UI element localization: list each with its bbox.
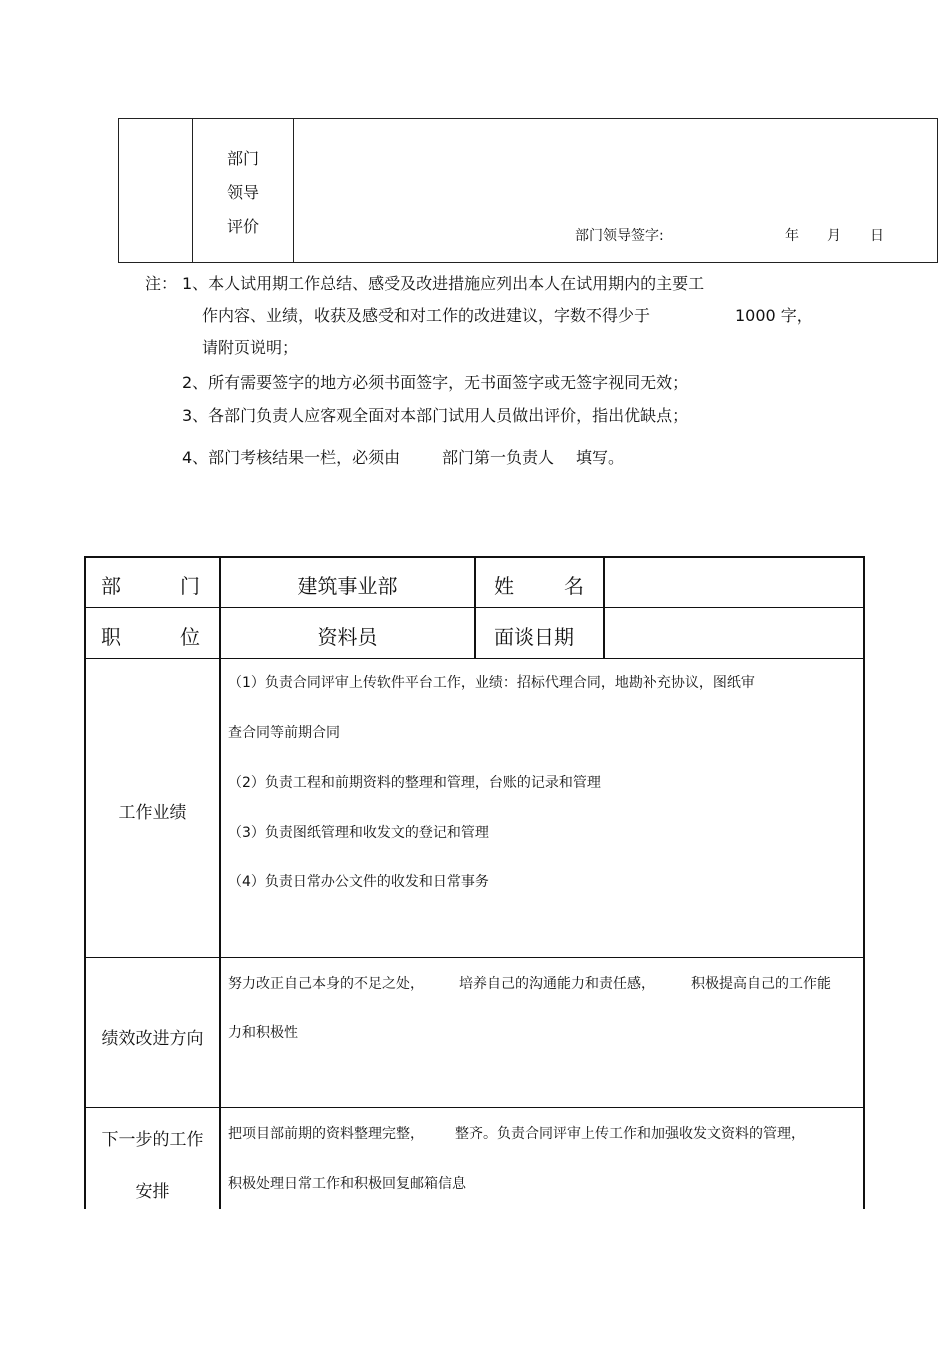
note-item: 请附页说明； (202, 338, 299, 357)
note-item: 4、部门考核结果一栏，必须由 (182, 448, 401, 467)
improvement-label: 绩效改进方向 (101, 1029, 204, 1049)
work-line: （1）负责合同评审上传软件平台工作，业绩：招标代理合同，地勘补充协议，图纸审 (228, 675, 755, 691)
date-year-label: 年 (785, 228, 799, 244)
position-value: 资料员 (317, 625, 378, 649)
note-item: 3、各部门负责人应客观全面对本部门试用人员做出评价，指出优缺点； (182, 406, 689, 425)
dept-value: 建筑事业部 (297, 574, 398, 598)
work-line: （3）负责图纸管理和收发文的登记和管理 (228, 825, 489, 841)
next-steps-line: 整齐。负责合同评审上传工作和加强收发文资料的管理， (455, 1126, 805, 1142)
table-border (84, 658, 865, 659)
position-label: 位 (180, 625, 200, 649)
position-label: 职 (101, 625, 121, 649)
note-item: 作内容、业绩，收获及感受和对工作的改进建议，字数不得少于 (202, 306, 651, 325)
note-item: 1、本人试用期工作总结、感受及改进措施应列出本人在试用期内的主要工 (182, 274, 705, 293)
date-month-label: 月 (827, 228, 841, 244)
table-border (219, 556, 221, 1209)
next-steps-line: 积极处理日常工作和积极回复邮箱信息 (228, 1176, 466, 1192)
table-divider (192, 118, 193, 263)
notes-prefix: 注： (145, 274, 178, 293)
next-steps-label: 下一步的工作 (101, 1130, 204, 1150)
work-line: （2）负责工程和前期资料的整理和管理，台账的记录和管理 (228, 775, 601, 791)
improvement-line: 努力改正自己本身的不足之处， (228, 976, 424, 992)
table-border (863, 556, 865, 1209)
improvement-line: 积极提高自己的工作能 (691, 976, 831, 992)
table-border (84, 957, 865, 958)
note-item: 填写。 (576, 448, 625, 467)
table-border (603, 556, 605, 658)
next-steps-line: 把项目部前期的资料整理完整， (228, 1126, 424, 1142)
improvement-line: 力和积极性 (228, 1025, 298, 1041)
work-performance-label: 工作业绩 (118, 803, 187, 823)
improvement-line: 培养自己的沟通能力和责任感， (459, 976, 655, 992)
label-line: 评价 (226, 217, 259, 236)
note-item: 1000 字， (735, 306, 813, 325)
leader-signature-label: 部门领导签字: (575, 228, 664, 244)
next-steps-label: 安排 (135, 1182, 170, 1202)
note-item: 部门第一负责人 (442, 448, 555, 467)
work-line: 查合同等前期合同 (228, 725, 340, 741)
name-label: 姓 (494, 574, 514, 598)
label-line: 领导 (226, 183, 259, 202)
leader-evaluation-label (200, 142, 286, 244)
date-day-label: 日 (870, 228, 884, 244)
label-line: 部门 (226, 149, 259, 168)
table-border (84, 1107, 865, 1108)
dept-label: 门 (180, 574, 200, 598)
note-item: 2、所有需要签字的地方必须书面签字，无书面签字或无签字视同无效； (182, 373, 689, 392)
dept-label: 部 (101, 574, 121, 598)
name-label: 名 (564, 574, 584, 598)
interview-date-label: 面谈日期 (494, 625, 574, 649)
table-divider (293, 118, 294, 263)
table-border (474, 556, 476, 658)
table-border (84, 556, 86, 1209)
work-line: （4）负责日常办公文件的收发和日常事务 (228, 874, 489, 890)
